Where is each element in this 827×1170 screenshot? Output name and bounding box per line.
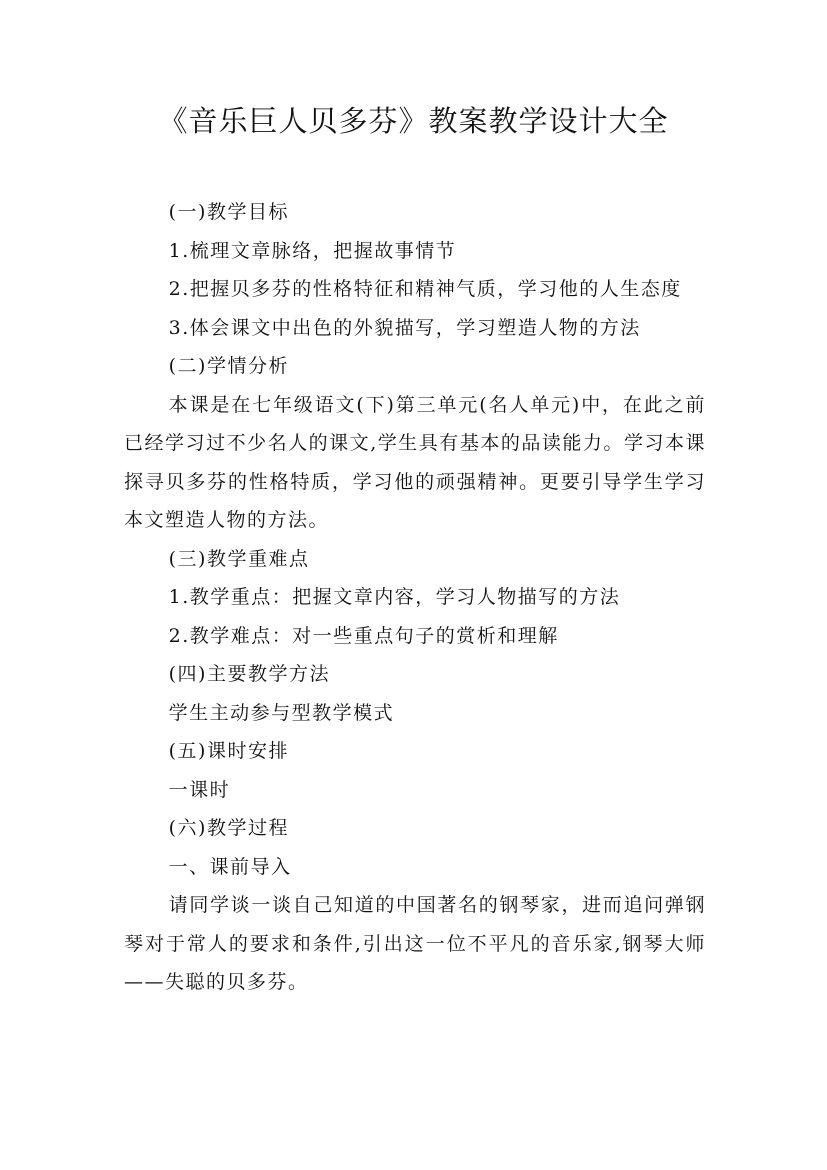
objective-2: 2.把握贝多芬的性格特征和精神气质，学习他的人生态度 (168, 278, 682, 300)
objective-3: 3.体会课文中出色的外貌描写，学习塑造人物的方法 (168, 316, 641, 339)
class-hours-text: 一课时 (168, 778, 231, 801)
introduction-text: 请同学谈一谈自己知道的中国著名的钢琴家，进而追问弹钢琴对于常人的要求和条件,引出这一位不平凡的音乐家,钢琴大师——失聪的贝多芬。 (124, 894, 706, 993)
heading-class-hours: (五)课时安排 (168, 740, 289, 762)
document-body (124, 193, 706, 1002)
heading-teaching-process: (六)教学过程 (168, 817, 289, 839)
heading-teaching-methods: (四)主要教学方法 (168, 663, 330, 685)
difficult-point: 2.教学难点：对一些重点句子的赏析和理解 (168, 624, 559, 647)
heading-student-analysis: (二)学情分析 (168, 355, 289, 377)
key-point: 1.教学重点：把握文章内容，学习人物描写的方法 (168, 586, 621, 608)
student-analysis-text: 本课是在七年级语文(下)第三单元(名人单元)中，在此之前已经学习过不少名人的课文,学生具有基本的品读能力。学习本课探寻贝多芬的性格特质，学习他的顽强精神。更要引导学生学习本文塑造人物的方法。 (124, 393, 706, 531)
document-title: 《音乐巨人贝多芬》教案教学设计大全 (158, 104, 669, 138)
objective-1: 1.梳理文章脉络，把握故事情节 (168, 239, 457, 262)
step-introduction-heading: 一、课前导入 (168, 855, 292, 878)
heading-teaching-objectives: (一)教学目标 (168, 201, 289, 223)
teaching-method-text: 学生主动参与型教学模式 (168, 701, 395, 724)
heading-key-difficult-points: (三)教学重难点 (168, 547, 310, 570)
